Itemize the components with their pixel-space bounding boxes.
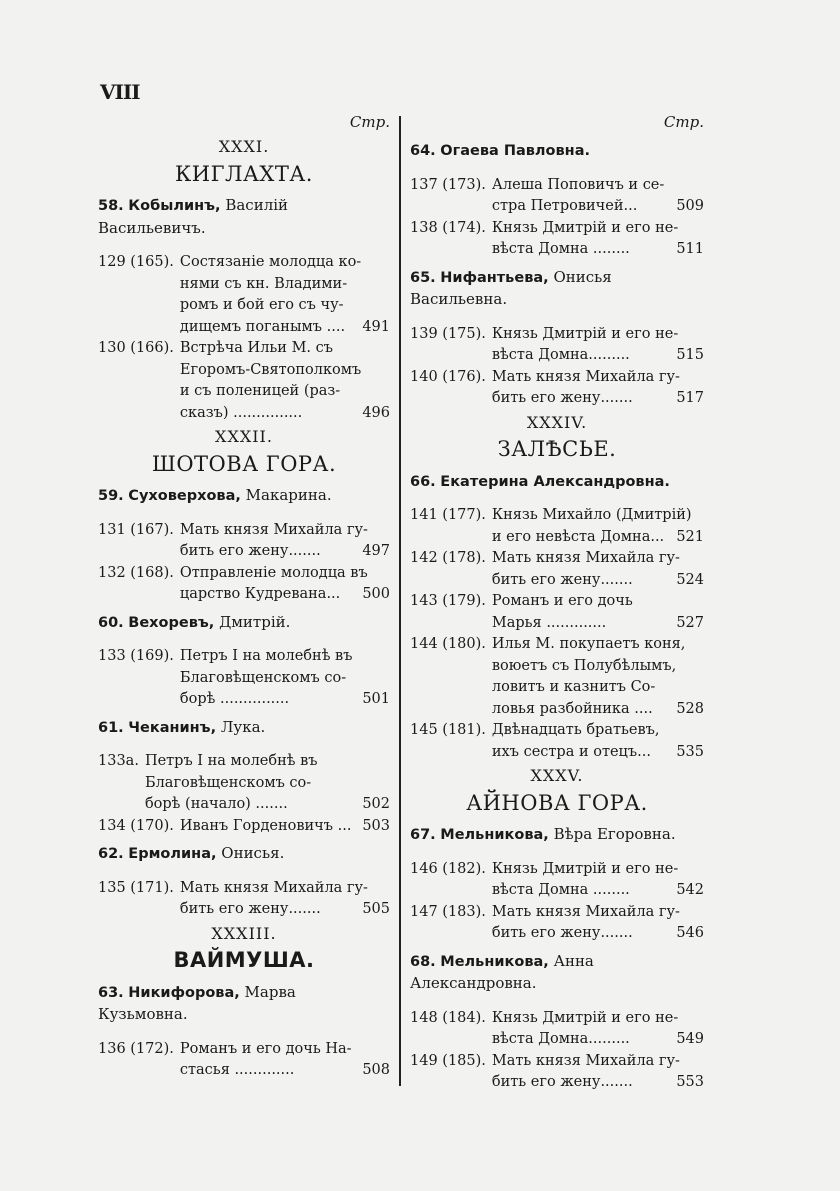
- entry-page-number: 511: [676, 241, 704, 257]
- entry-number: 130 (166).: [98, 340, 174, 356]
- toc-entry: [98, 751, 390, 816]
- entry-title-text: нями съ кн. Владими-: [179, 275, 348, 292]
- entry-page-number: 497: [362, 543, 390, 559]
- entry-line: [180, 878, 390, 900]
- narrator-number: 67.: [410, 827, 436, 843]
- entry-title-text: Благовѣщенскомъ со-: [179, 669, 347, 686]
- narrator-given-name: Онисья Васильевна.: [410, 267, 612, 308]
- entry-number: 137 (173).: [410, 176, 486, 193]
- narrator-surname: Огаева Павловна.: [440, 143, 590, 159]
- entry-body: [492, 218, 704, 261]
- narrator-given-name: Марва Кузьмовна.: [98, 982, 296, 1023]
- section-number: XXXIV.: [526, 412, 588, 432]
- narrator-heading: [98, 843, 390, 866]
- toc-entry: [98, 338, 390, 424]
- narrator-given-name: Макарина.: [240, 486, 332, 504]
- toc-entry: [98, 252, 390, 338]
- entry-page-number: 502: [362, 796, 390, 812]
- entry-line: [492, 742, 704, 764]
- entry-body: [492, 591, 704, 634]
- entry-title-text: Мать князя Михайла гу-: [491, 368, 680, 385]
- entry-number: 145 (181).: [410, 722, 486, 738]
- entry-page-number: 521: [676, 528, 704, 545]
- entry-line: [492, 196, 704, 218]
- entry-title-text: бить его жену.......: [179, 901, 321, 917]
- entry-page-number: 503: [362, 817, 390, 834]
- entry-body: [180, 878, 390, 921]
- entry-page-number: 491: [362, 318, 390, 335]
- entry-title-text: бить его жену.......: [491, 925, 633, 941]
- section-number: XXXV.: [530, 766, 584, 785]
- entry-line: [180, 816, 390, 838]
- narrator-surname: Чеканинъ,: [128, 719, 217, 736]
- narrator-given-name: Василій Васильевичъ.: [98, 196, 289, 237]
- entry-page-number: 501: [362, 691, 390, 707]
- entry-title-text: Мать князя Михайла гу-: [179, 879, 368, 896]
- entry-line: [145, 773, 390, 795]
- entry-title-text: Петръ I на молебнѣ въ: [144, 753, 318, 769]
- entry-page-number: 517: [676, 390, 704, 406]
- entry-page-number: 508: [362, 1062, 390, 1078]
- entry-number: 143 (179).: [410, 593, 486, 609]
- entry-number: 133a.: [98, 753, 139, 769]
- toc-entry: [98, 646, 390, 711]
- entry-line: [180, 899, 390, 921]
- entry-page-number: 527: [676, 614, 704, 631]
- entry-title-text: Романъ и его дочь: [491, 593, 633, 609]
- entry-title-text: бить его жену.......: [491, 571, 633, 588]
- narrator-surname: Суховерхова,: [128, 488, 241, 504]
- entry-title-text: Встрѣча Ильи М. съ: [179, 340, 333, 356]
- page-column-header: Стр.: [663, 113, 704, 131]
- entry-title-text: бить его жену.......: [179, 543, 321, 559]
- entry-number: 148 (184).: [410, 1009, 486, 1026]
- toc-entry: [410, 1051, 704, 1094]
- toc-entry: [410, 591, 704, 634]
- entry-line: [492, 591, 704, 613]
- entry-line: [492, 175, 704, 197]
- narrator-heading: [98, 612, 390, 635]
- narrator-surname: Никифорова,: [128, 984, 240, 1001]
- entry-title-text: Мать князя Михайла гу-: [491, 1052, 680, 1069]
- entry-line: [180, 646, 390, 668]
- entry-body: [180, 563, 390, 606]
- entry-line: [492, 388, 704, 410]
- toc-entry: [410, 218, 704, 261]
- entry-title-text: и его невѣста Домна...: [491, 528, 665, 545]
- toc-entry: [410, 1008, 704, 1051]
- narrator-number: 65.: [410, 269, 436, 286]
- entry-line: [492, 923, 704, 945]
- page-number: VIII: [100, 80, 140, 104]
- entry-body: [492, 324, 704, 367]
- entry-body: [492, 720, 704, 763]
- entry-number: 136 (172).: [98, 1040, 174, 1057]
- narrator-number: 66.: [410, 473, 436, 490]
- entry-title-text: вѣста Домна.........: [491, 1031, 630, 1047]
- entry-line: [492, 613, 704, 635]
- entry-line: [492, 1051, 704, 1073]
- entry-page-number: 553: [676, 1074, 704, 1090]
- entry-number: 129 (165).: [98, 254, 174, 270]
- entry-line: [492, 505, 704, 527]
- section-number: XXXII.: [215, 427, 273, 446]
- entry-line: [492, 570, 704, 592]
- entry-line: [492, 902, 704, 924]
- section-number: XXXIII.: [211, 923, 277, 943]
- entry-body: [180, 816, 390, 838]
- entry-line: [145, 751, 390, 773]
- entry-title-text: Князь Дмитрій и его не-: [491, 219, 679, 236]
- narrator-surname: Вехоревъ,: [128, 614, 215, 631]
- entry-number: 141 (177).: [410, 507, 486, 523]
- entry-line: [492, 699, 704, 721]
- right-column: [410, 112, 704, 1094]
- toc-entry: [410, 367, 704, 410]
- entry-number: 142 (178).: [410, 550, 486, 566]
- entry-body: [492, 902, 704, 945]
- narrator-surname: Кобылинъ,: [128, 198, 221, 214]
- entry-line: [492, 656, 704, 678]
- entry-title-text: борѣ (начало) .......: [144, 796, 288, 812]
- narrator-heading: [410, 951, 704, 996]
- entry-title-text: и съ поленицей (раз-: [179, 383, 341, 399]
- entry-title-text: ромъ и бой его съ чу-: [179, 297, 344, 313]
- toc-entry: [410, 324, 704, 367]
- entry-body: [492, 505, 704, 548]
- entry-line: [180, 295, 390, 317]
- entry-body: [492, 1008, 704, 1051]
- narrator-heading: [98, 982, 390, 1027]
- entry-line: [180, 520, 390, 542]
- section-title: КИГЛАХТА.: [175, 161, 313, 186]
- toc-entry: [410, 859, 704, 902]
- narrator-heading: [410, 140, 704, 163]
- entry-line: [180, 689, 390, 711]
- toc-entry: [410, 634, 704, 720]
- entry-number: 139 (175).: [410, 325, 486, 342]
- entry-number: 147 (183).: [410, 903, 486, 920]
- entry-title-text: Князь Дмитрій и его не-: [491, 860, 679, 877]
- entry-body: [180, 252, 390, 338]
- narrator-number: 64.: [410, 143, 436, 159]
- entry-line: [180, 252, 390, 274]
- entry-body: [180, 1039, 390, 1082]
- entry-line: [492, 527, 704, 549]
- entry-body: [180, 338, 390, 424]
- narrator-surname: Нифантьева,: [440, 269, 549, 286]
- toc-entry: [410, 175, 704, 218]
- narrator-number: 60.: [98, 614, 124, 631]
- entry-number: 146 (182).: [410, 860, 486, 877]
- entry-body: [492, 634, 704, 720]
- entry-line: [492, 859, 704, 881]
- entry-line: [180, 381, 390, 403]
- entry-title-text: бить его жену.......: [491, 390, 633, 406]
- toc-entry: [98, 520, 390, 563]
- entry-body: [492, 1051, 704, 1094]
- entry-title-text: царство Кудревана...: [179, 586, 341, 602]
- entry-line: [492, 367, 704, 389]
- entry-line: [492, 548, 704, 570]
- toc-entry: [410, 548, 704, 591]
- entry-line: [492, 720, 704, 742]
- entry-title-text: Благовѣщенскомъ со-: [144, 774, 312, 791]
- entry-body: [180, 520, 390, 563]
- toc-entry: [98, 563, 390, 606]
- entry-line: [492, 345, 704, 367]
- entry-line: [180, 360, 390, 382]
- entry-page-number: 500: [362, 586, 390, 602]
- entry-title-text: Алеша Поповичъ и се-: [491, 176, 665, 193]
- entry-title-text: Марья .............: [491, 614, 607, 631]
- narrator-given-name: Дмитрій.: [214, 612, 291, 631]
- entry-title-text: вѣста Домна.........: [491, 347, 630, 363]
- section-title: АЙНОВА ГОРА.: [466, 790, 648, 815]
- entry-page-number: 509: [676, 198, 704, 214]
- entry-title-text: вѣста Домна ........: [491, 241, 630, 257]
- entry-number: 149 (185).: [410, 1052, 486, 1069]
- entry-title-text: Мать князя Михайла гу-: [491, 903, 680, 920]
- entry-line: [180, 1039, 390, 1061]
- entry-page-number: 496: [362, 404, 390, 421]
- entry-body: [180, 646, 390, 711]
- entry-page-number: 505: [362, 901, 390, 917]
- narrator-number: 58.: [98, 198, 124, 214]
- toc-entry: [98, 816, 390, 838]
- narrator-number: 61.: [98, 719, 124, 736]
- entry-title-text: Мать князя Михайла гу-: [491, 550, 680, 566]
- entry-line: [492, 1008, 704, 1030]
- toc-entry: [98, 1039, 390, 1082]
- toc-entry: [410, 505, 704, 548]
- toc-entry: [98, 878, 390, 921]
- entry-page-number: 546: [676, 925, 704, 941]
- entry-title-text: Иванъ Горденовичъ ...: [179, 817, 352, 834]
- entry-line: [180, 668, 390, 690]
- section-title: ШОТОВА ГОРА.: [151, 451, 337, 476]
- entry-number: 132 (168).: [98, 564, 174, 581]
- entry-line: [492, 880, 704, 902]
- entry-number: 134 (170).: [98, 817, 174, 834]
- section-title: ЗАЛѢСЬЕ.: [497, 437, 617, 461]
- entry-page-number: 515: [676, 347, 704, 363]
- entry-number: 133 (169).: [98, 648, 174, 664]
- entry-title-text: бить его жену.......: [491, 1074, 633, 1090]
- entry-page-number: 524: [676, 571, 704, 588]
- entry-title-text: Состязаніе молодца ко-: [179, 254, 362, 270]
- entry-page-number: 528: [676, 700, 704, 717]
- entry-title-text: дищемъ поганымъ ....: [179, 318, 346, 335]
- entry-line: [492, 218, 704, 240]
- narrator-number: 68.: [410, 953, 436, 970]
- entry-body: [145, 751, 390, 816]
- entry-line: [180, 541, 390, 563]
- narrator-number: 62.: [98, 846, 124, 862]
- entry-line: [492, 1072, 704, 1094]
- narrator-heading: [98, 195, 390, 240]
- entry-title-text: Князь Дмитрій и его не-: [491, 325, 679, 342]
- entry-line: [492, 677, 704, 699]
- narrator-given-name: Анна Александровна.: [410, 951, 594, 992]
- narrator-surname: Мельникова,: [440, 827, 549, 843]
- entry-title-text: воюетъ съ Полубѣлымъ,: [491, 657, 677, 674]
- narrator-heading: [410, 824, 704, 847]
- entry-line: [180, 274, 390, 296]
- entry-title-text: ловитъ и казнитъ Со-: [491, 679, 656, 695]
- entry-title-text: Егоромъ-Святополкомъ: [179, 361, 362, 378]
- entry-title-text: Романъ и его дочь На-: [179, 1040, 352, 1057]
- left-column: [98, 112, 390, 1082]
- entry-page-number: 542: [676, 882, 704, 898]
- entry-body: [492, 859, 704, 902]
- entry-number: 135 (171).: [98, 879, 174, 896]
- entry-title-text: Отправленіе молодца въ: [179, 564, 368, 581]
- entry-page-number: 535: [676, 743, 704, 760]
- entry-line: [180, 338, 390, 360]
- entry-title-text: Петръ I на молебнѣ въ: [179, 648, 353, 664]
- entry-line: [492, 324, 704, 346]
- entry-line: [492, 239, 704, 261]
- narrator-given-name: Вѣра Егоровна.: [548, 825, 676, 843]
- entry-page-number: 549: [676, 1031, 704, 1047]
- entry-line: [180, 584, 390, 606]
- narrator-given-name: Лука.: [216, 717, 266, 736]
- entry-title-text: борѣ ...............: [179, 691, 290, 707]
- narrator-surname: Екатерина Александровна.: [440, 473, 670, 490]
- entry-title-text: Двѣнадцать братьевъ,: [491, 722, 660, 738]
- entry-line: [180, 563, 390, 585]
- entry-body: [492, 175, 704, 218]
- entry-line: [180, 403, 390, 425]
- section-number: XXXI.: [218, 137, 270, 156]
- entry-title-text: стасья .............: [179, 1062, 295, 1078]
- narrator-heading: [98, 717, 390, 740]
- narrator-heading: [410, 471, 704, 494]
- entry-title-text: сказъ) ...............: [179, 404, 303, 421]
- toc-entry: [410, 902, 704, 945]
- entry-title-text: Князь Дмитрій и его не-: [491, 1009, 679, 1026]
- narrator-surname: Ермолина,: [128, 846, 217, 862]
- entry-line: [492, 634, 704, 656]
- entry-number: 144 (180).: [410, 636, 486, 652]
- narrator-heading: [98, 485, 390, 508]
- entry-title-text: ловья разбойника ....: [491, 700, 653, 717]
- entry-number: 140 (176).: [410, 368, 486, 385]
- narrator-heading: [410, 267, 704, 312]
- entry-number: 131 (167).: [98, 521, 174, 538]
- toc-entry: [410, 720, 704, 763]
- entry-line: [180, 1060, 390, 1082]
- entry-title-text: ихъ сестра и отецъ...: [491, 743, 651, 760]
- entry-title-text: вѣста Домна ........: [491, 882, 630, 898]
- entry-title-text: Илья М. покупаетъ коня,: [491, 636, 686, 652]
- entry-line: [492, 1029, 704, 1051]
- narrator-number: 59.: [98, 488, 124, 504]
- entry-title-text: Князь Михайло (Дмитрій): [491, 507, 692, 523]
- column-divider: [399, 116, 401, 1086]
- narrator-number: 63.: [98, 984, 124, 1001]
- entry-title-text: стра Петровичей...: [491, 198, 638, 214]
- entry-title-text: Мать князя Михайла гу-: [179, 521, 368, 538]
- section-title: ВАЙМУША.: [173, 948, 315, 972]
- narrator-surname: Мельникова,: [440, 953, 549, 970]
- entry-number: 138 (174).: [410, 219, 486, 236]
- page-column-header: Стр.: [349, 113, 390, 131]
- entry-body: [492, 367, 704, 410]
- entry-line: [145, 794, 390, 816]
- entry-body: [492, 548, 704, 591]
- narrator-given-name: Онисья.: [216, 844, 285, 862]
- entry-line: [180, 317, 390, 339]
